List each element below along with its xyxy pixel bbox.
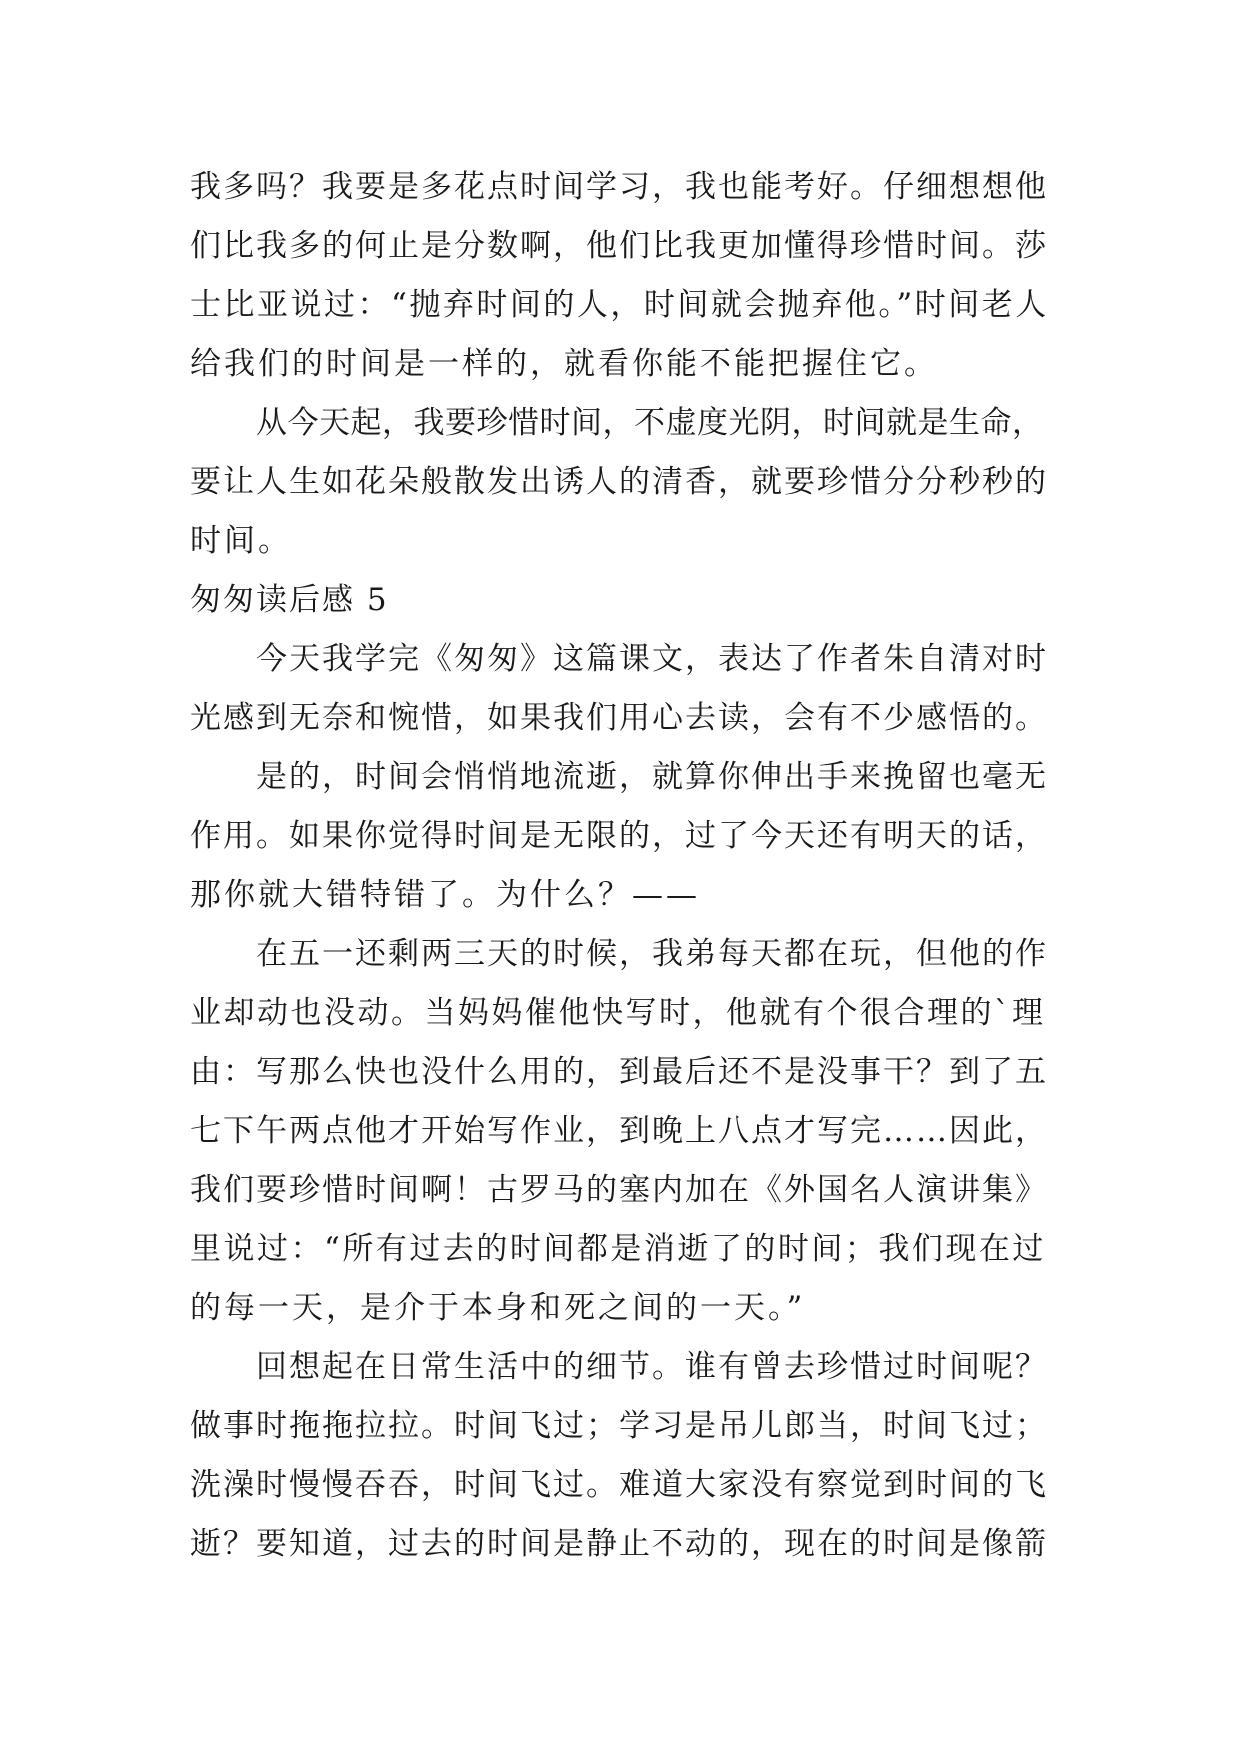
- text-line: 作用。如果你觉得时间是无限的，过了今天还有明天的话，: [190, 818, 1048, 854]
- text-line: 做事时拖拖拉拉。时间飞过；学习是吊儿郎当，时间飞过；: [190, 1408, 1048, 1444]
- text-line: 我们要珍惜时间啊！古罗马的塞内加在《外国名人演讲集》: [190, 1172, 1048, 1208]
- text-line: 的每一天，是介于本身和死之间的一天。”: [190, 1290, 806, 1326]
- paragraph-first-line: 是的，时间会悄悄地流逝，就算你伸出手来挽留也毫无: [256, 759, 1048, 795]
- text-line: 由：写那么快也没什么用的，到最后还不是没事干？到了五: [190, 1054, 1048, 1090]
- text-line: 里说过：“所有过去的时间都是消逝了的时间；我们现在过: [190, 1231, 1046, 1267]
- text-line: 士比亚说过：“抛弃时间的人，时间就会抛弃他。”时间老人: [190, 287, 1049, 323]
- text-line: 那你就大错特错了。为什么？——: [190, 877, 700, 913]
- text-line: 逝？要知道，过去的时间是静止不动的，现在的时间是像箭: [190, 1526, 1048, 1562]
- text-line: 七下午两点他才开始写作业，到晚上八点才写完……因此，: [190, 1113, 1048, 1149]
- text-line: 要让人生如花朵般散发出诱人的清香，就要珍惜分分秒秒的: [190, 464, 1048, 500]
- text-line: 业却动也没动。当妈妈催他快写时，他就有个很合理的`理: [190, 995, 1046, 1031]
- document-body: [190, 158, 1050, 1574]
- section-heading: 匆匆读后感 5: [190, 582, 389, 618]
- paragraph-first-line: 在五一还剩两三天的时候，我弟每天都在玩，但他的作: [256, 936, 1048, 972]
- text-line: 洗澡时慢慢吞吞，时间飞过。难道大家没有察觉到时间的飞: [190, 1467, 1048, 1503]
- text-line: 给我们的时间是一样的，就看你能不能把握住它。: [190, 346, 938, 382]
- text-line: 我多吗？我要是多花点时间学习，我也能考好。仔细想想他: [190, 169, 1048, 205]
- paragraph-first-line: 从今天起，我要珍惜时间，不虚度光阴，时间就是生命，: [256, 405, 1044, 441]
- paragraph-first-line: 今天我学完《匆匆》这篇课文，表达了作者朱自清对时: [256, 641, 1048, 677]
- text-line: 光感到无奈和惋惜，如果我们用心去读，会有不少感悟的。: [190, 700, 1048, 736]
- paragraph-first-line: 回想起在日常生活中的细节。谁有曾去珍惜过时间呢？: [256, 1349, 1048, 1385]
- text-line: 们比我多的何止是分数啊，他们比我更加懂得珍惜时间。莎: [190, 228, 1048, 264]
- text-line: 时间。: [190, 523, 292, 559]
